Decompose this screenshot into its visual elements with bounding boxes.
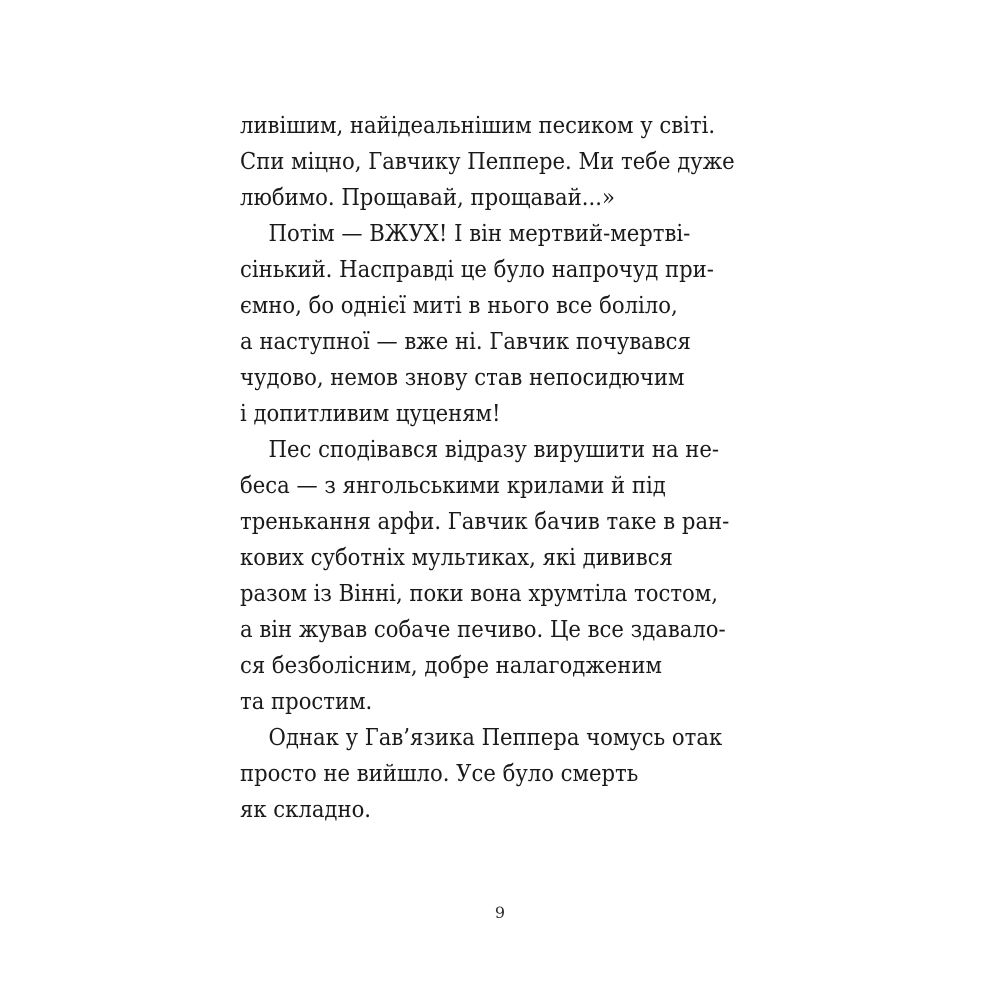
text-line: ємно, бо однієї миті в нього все боліло, — [240, 293, 678, 319]
text-line: ливішим, найідеальнішим песиком у світі. — [240, 113, 716, 139]
paragraph-start-line: Потім — ВЖУХ! І він мертвий-мертві- — [268, 221, 691, 247]
text-line: разом із Вінні, поки вона хрумтіла тостом, — [240, 581, 718, 607]
text-line: а він жував собаче печиво. Це все здавало- — [240, 617, 726, 643]
text-line: Спи міцно, Гавчику Пеппере. Ми тебе дуже — [240, 149, 735, 175]
text-line: і допитливим цуценям! — [240, 401, 501, 427]
page-number: 9 — [494, 903, 506, 922]
text-line: тренькання арфи. Гавчик бачив таке в ран- — [240, 509, 730, 535]
text-line: беса — з янгольськими крилами й під — [240, 473, 666, 499]
text-line: ся безболісним, добре налагодженим — [240, 653, 662, 679]
paragraph-start-line: Пес сподівався відразу вирушити на не- — [268, 437, 720, 463]
body-text — [240, 108, 735, 828]
text-line: чудово, немов знову став непосидючим — [240, 365, 685, 391]
paragraph-start-line: Однак у Гав’язика Пеппера чомусь отак — [268, 725, 723, 751]
text-line: а наступної — вже ні. Гавчик почувався — [240, 329, 691, 355]
text-line: любимо. Прощавай, прощавай...» — [240, 185, 615, 211]
text-line: та простим. — [240, 689, 373, 715]
text-line: сінький. Насправді це було напрочуд при- — [240, 257, 714, 283]
text-line: як складно. — [240, 797, 372, 823]
text-line: просто не вийшло. Усе було смерть — [240, 761, 639, 787]
text-line: кових суботніх мультиках, які дивився — [240, 545, 673, 571]
